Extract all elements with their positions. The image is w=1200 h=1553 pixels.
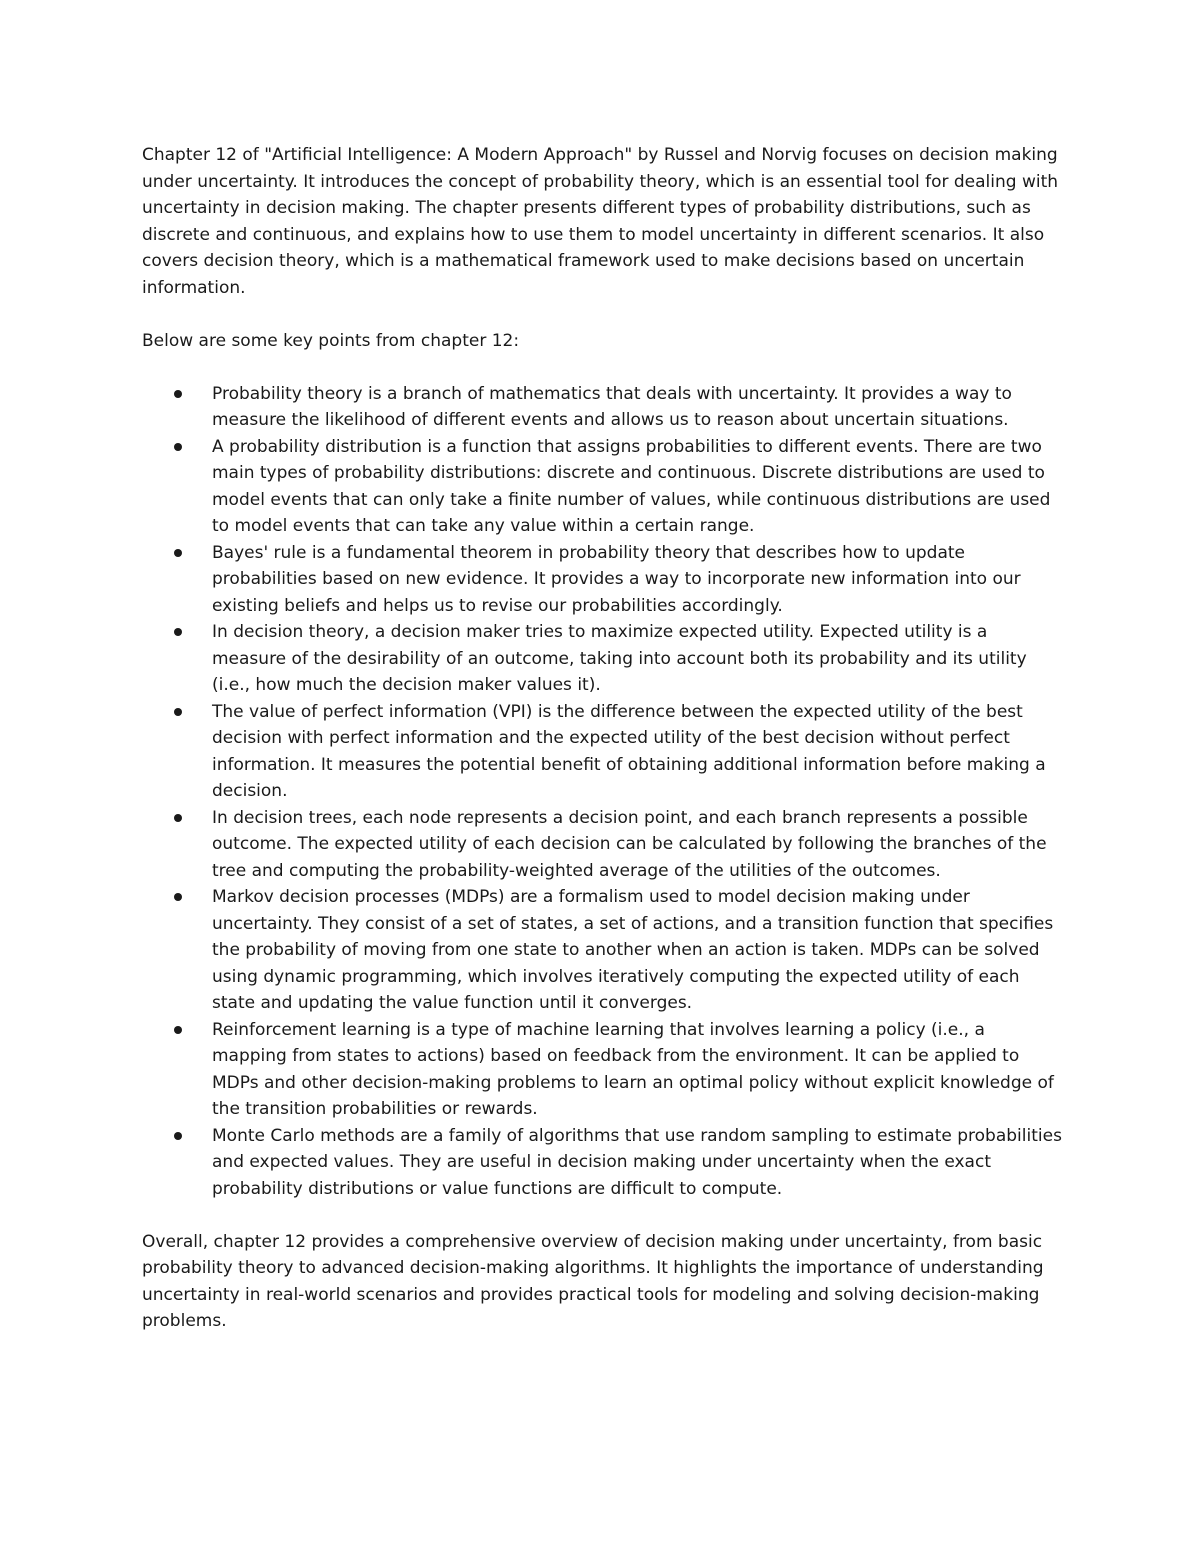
- bullet-icon: [174, 619, 184, 646]
- key-points-list: [142, 381, 1062, 1203]
- list-item-text: Markov decision processes (MDPs) are a formalism used to model decision making under uncertainty. They consist of a set of states, a set of actions, and a transition function that specifies the probability of moving from one state to another when an action is taken. MDPs can be solved using dynamic programming, which involves iteratively computing the expected utility of each state and updating the value function until it converges.: [212, 887, 1054, 1013]
- list-item-text: Reinforcement learning is a type of machine learning that involves learning a policy (i.e., a mapping from states to actions) based on feedback from the environment. It can be applied to MDPs and other decision-making problems to learn an optimal policy without explicit knowledge of the transition probabilities or rewards.: [212, 1019, 1054, 1119]
- list-item: [142, 1123, 1062, 1203]
- conclusion-paragraph: Overall, chapter 12 provides a comprehensive overview of decision making under uncertainty, from basic probability theory to advanced decision-making algorithms. It highlights the importance of understanding uncertainty in real-world scenarios and provides practical tools for modeling and solving decision-making problems.: [142, 1231, 1044, 1331]
- list-item: [142, 540, 1062, 620]
- list-item-text: Probability theory is a branch of mathematics that deals with uncertainty. It provides a way to measure the likelihood of different events and allows us to reason about uncertain situations.: [212, 383, 1012, 430]
- list-item: [142, 699, 1062, 805]
- list-item-text: A probability distribution is a function that assigns probabilities to different events. There are two main types of probability distributions: discrete and continuous. Discrete distributions are used to model events that can only take a finite number of values, while continuous distributions are used to model events that can take any value within a certain range.: [212, 436, 1051, 536]
- list-item-text: In decision trees, each node represents a decision point, and each branch represents a possible outcome. The expected utility of each decision can be calculated by following the branches of the tree and computing the probability-weighted average of the utilities of the outcomes.: [212, 807, 1047, 881]
- key-points-lead: Below are some key points from chapter 12:: [142, 330, 520, 351]
- bullet-icon: [174, 884, 184, 911]
- intro-paragraph: Chapter 12 of "Artificial Intelligence: A Modern Approach" by Russel and Norvig focuses on decision making under uncertainty. It introduces the concept of probability theory, which is an essential tool for dealing with uncertainty in decision making. The chapter presents different types of probability distributions, such as discrete and continuous, and explains how to use them to model uncertainty in different scenarios. It also covers decision theory, which is a mathematical framework used to make decisions based on uncertain information.: [142, 145, 1059, 298]
- bullet-icon: [174, 1017, 184, 1044]
- bullet-icon: [174, 805, 184, 832]
- list-item: [142, 434, 1062, 540]
- bullet-icon: [174, 434, 184, 461]
- bullet-icon: [174, 381, 184, 408]
- bullet-icon: [174, 1123, 184, 1150]
- bullet-icon: [174, 540, 184, 567]
- list-item-text: Monte Carlo methods are a family of algorithms that use random sampling to estimate probabilities and expected values. They are useful in decision making under uncertainty when the exact probability distributions or value functions are difficult to compute.: [212, 1125, 1062, 1199]
- list-item-text: The value of perfect information (VPI) is the difference between the expected utility of the best decision with perfect information and the expected utility of the best decision without perfect information. It measures the potential benefit of obtaining additional information before making a decision.: [212, 701, 1046, 801]
- list-item-text: In decision theory, a decision maker tries to maximize expected utility. Expected utility is a measure of the desirability of an outcome, taking into account both its probability and its utility (i.e., how much the decision maker values it).: [212, 622, 1027, 695]
- list-item-text: Bayes' rule is a fundamental theorem in probability theory that describes how to update probabilities based on new evidence. It provides a way to incorporate new information into our existing beliefs and helps us to revise our probabilities accordingly.: [212, 542, 1021, 616]
- bullet-icon: [174, 699, 184, 726]
- document-body: [142, 142, 1062, 1335]
- list-item: [142, 619, 1062, 699]
- list-item: [142, 884, 1062, 1017]
- list-item: [142, 1017, 1062, 1123]
- list-item: [142, 805, 1062, 885]
- list-item: [142, 381, 1062, 434]
